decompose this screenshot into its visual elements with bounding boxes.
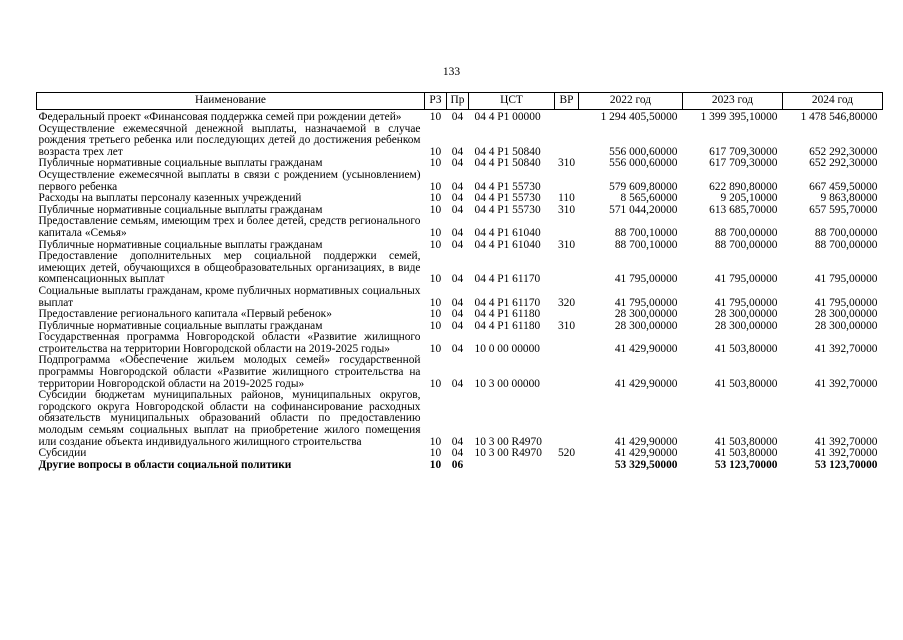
row-amount-2024: 41 392,70000 [814, 435, 878, 448]
row-amount-2024: 667 459,50000 [809, 180, 878, 193]
row-name: Публичные нормативные социальные выплаты гражданам [38, 203, 323, 216]
row-pr: 06 [451, 458, 464, 471]
row-cst: 04 4 P1 61180 [474, 319, 541, 332]
table-row [37, 110, 883, 124]
row-vr: 320 [557, 296, 576, 309]
row-name: Публичные нормативные социальные выплаты гражданам [38, 319, 323, 332]
row-name: Публичные нормативные социальные выплаты гражданам [38, 238, 323, 251]
row-vr: 110 [558, 192, 575, 205]
row-vr [555, 216, 579, 239]
header-rz: РЗ [425, 93, 447, 110]
row-pr: 04 [451, 435, 464, 448]
row-vr [555, 460, 579, 472]
header-vr: ВР [555, 93, 579, 110]
row-amount-2022: 571 044,20000 [609, 203, 678, 216]
row-amount-2022: 8 565,60000 [620, 192, 678, 205]
row-amount-2024: 9 863,80000 [820, 192, 878, 205]
header-cst: ЦСТ [469, 93, 555, 110]
row-amount-2022: 556 000,60000 [609, 145, 678, 158]
table-row [37, 216, 883, 239]
table-row [37, 193, 883, 205]
row-pr: 04 [451, 273, 464, 286]
row-amount-2022: 41 429,90000 [614, 342, 678, 355]
row-rz: 10 [429, 111, 442, 123]
row-name: Государственная программа Новгородской области «Развитие жилищного строительства на территории Новгородской области на 2019-2025 годы» [38, 331, 421, 355]
row-pr: 04 [451, 157, 464, 170]
row-cst [469, 460, 555, 472]
row-amount-2022: 41 795,00000 [614, 296, 678, 309]
row-rz: 10 [429, 296, 442, 309]
header-pr: Пр [447, 93, 469, 110]
page-number: 133 [442, 66, 461, 78]
row-cst: 10 0 00 00000 [474, 342, 540, 355]
row-vr [555, 124, 579, 159]
row-vr: 310 [557, 238, 576, 251]
row-amount-2024: 41 392,70000 [814, 342, 878, 355]
row-amount-2023: 622 890,80000 [709, 180, 778, 193]
table-row [37, 170, 883, 193]
row-amount-2023: 41 503,80000 [714, 435, 778, 448]
row-amount-2022: 28 300,00000 [614, 308, 678, 321]
table-body [37, 110, 883, 472]
row-amount-2024: 28 300,00000 [814, 319, 878, 332]
row-rz: 10 [429, 157, 442, 170]
table-row [37, 332, 883, 355]
row-amount-2023: 41 795,00000 [714, 296, 778, 309]
table-row [37, 124, 883, 159]
row-rz: 10 [429, 308, 442, 321]
header-name: Наименование [37, 93, 425, 110]
row-name: Субсидии [38, 447, 87, 460]
row-rz: 10 [429, 458, 442, 471]
row-cst: 04 4 P1 50840 [474, 145, 541, 158]
row-amount-2023: 617 709,30000 [709, 145, 778, 158]
row-amount-2023: 41 503,80000 [714, 447, 778, 460]
row-pr: 04 [451, 192, 464, 205]
row-cst: 04 4 P1 55730 [474, 180, 541, 193]
row-name: Социальные выплаты гражданам, кроме публичных нормативных социальных выплат [38, 284, 421, 309]
row-vr: 520 [557, 447, 576, 460]
row-pr: 04 [451, 308, 464, 321]
row-name: Другие вопросы в области социальной политики [38, 458, 292, 471]
row-cst: 10 3 00 00000 [474, 377, 540, 390]
header-year-2024: 2024 год [783, 93, 883, 110]
row-amount-2024: 28 300,00000 [814, 308, 878, 321]
row-vr [555, 110, 579, 124]
row-rz: 10 [429, 203, 442, 216]
row-name: Субсидии бюджетам муниципальных районов, муниципальных округов, городского округа Новгородской области на софинансирование расходных обязательств муниципальных образований области по предоставлению молодым семьям социальных выплат на приобретение жилого помещения или создание объекта индивидуального жилищного строительства [38, 389, 421, 448]
row-amount-2024: 88 700,00000 [814, 226, 878, 239]
row-pr: 04 [451, 377, 464, 390]
row-amount-2022: 41 429,90000 [614, 377, 678, 390]
row-name: Предоставление дополнительных мер социальной поддержки семей, имеющих детей, обучающихся в общеобразовательных организациях, в виде компенсационных выплат [38, 250, 421, 286]
row-pr: 04 [451, 180, 464, 193]
row-vr: 310 [557, 319, 576, 332]
row-cst: 04 4 P1 55730 [474, 203, 541, 216]
row-amount-2024: 53 123,70000 [814, 458, 878, 471]
row-amount-2023: 41 503,80000 [714, 377, 778, 390]
row-amount-2023: 617 709,30000 [709, 157, 778, 170]
row-vr [555, 390, 579, 448]
row-pr: 04 [451, 111, 464, 123]
row-amount-2023: 613 685,70000 [709, 203, 778, 216]
row-cst: 04 4 P1 61170 [474, 296, 541, 309]
row-amount-2023: 28 300,00000 [714, 319, 778, 332]
row-amount-2023: 53 123,70000 [714, 458, 778, 471]
row-cst: 04 4 P1 61040 [474, 226, 541, 239]
row-cst: 10 3 00 R4970 [474, 447, 542, 460]
row-rz: 10 [429, 145, 442, 158]
row-name: Федеральный проект «Финансовая поддержка семей при рождении детей» [38, 111, 402, 123]
row-cst: 04 4 P1 50840 [474, 157, 541, 170]
header-year-2022: 2022 год [579, 93, 683, 110]
row-vr [555, 251, 579, 286]
row-name: Осуществление ежемесячной выплаты в связи с рождением (усыновлением) первого ребенка [38, 168, 421, 193]
table-row [37, 286, 883, 309]
row-name: Осуществление ежемесячной денежной выплаты, назначаемой в случае рождения третьего ребенка или последующих детей до достижения ребенком возраста трех лет [38, 122, 421, 158]
row-pr: 04 [451, 226, 464, 239]
header-year-2023: 2023 год [683, 93, 783, 110]
row-pr: 04 [451, 296, 464, 309]
row-amount-2023: 9 205,10000 [720, 192, 778, 205]
row-pr: 04 [451, 447, 464, 460]
row-pr: 04 [451, 342, 464, 355]
row-rz: 10 [429, 226, 442, 239]
row-amount-2023: 41 503,80000 [714, 342, 778, 355]
row-cst: 04 4 P1 61180 [474, 308, 541, 321]
row-name: Предоставление семьям, имеющим трех и более детей, средств регионального капитала «Семья» [38, 215, 421, 239]
table-row [37, 251, 883, 286]
row-amount-2022: 556 000,60000 [609, 157, 678, 170]
row-amount-2024: 88 700,00000 [814, 238, 878, 251]
table-row [37, 309, 883, 321]
row-amount-2023: 28 300,00000 [714, 308, 778, 321]
row-vr: 310 [557, 203, 576, 216]
row-amount-2024: 41 795,00000 [814, 296, 878, 309]
table-row [37, 355, 883, 390]
row-vr [555, 309, 579, 321]
row-name: Расходы на выплаты персоналу казенных учреждений [38, 192, 302, 205]
row-amount-2022: 88 700,10000 [614, 226, 678, 239]
row-rz: 10 [429, 435, 442, 448]
row-pr: 04 [451, 145, 464, 158]
row-cst: 04 4 P1 61170 [474, 273, 541, 286]
row-amount-2023: 88 700,00000 [714, 238, 778, 251]
row-amount-2022: 41 429,90000 [614, 447, 678, 460]
row-amount-2022: 41 429,90000 [614, 435, 678, 448]
row-cst: 04 4 P1 00000 [474, 111, 541, 123]
row-amount-2022: 88 700,10000 [614, 238, 678, 251]
row-rz: 10 [429, 447, 442, 460]
row-cst: 04 4 P1 61040 [474, 238, 541, 251]
row-amount-2023: 41 795,00000 [714, 273, 778, 286]
row-pr: 04 [451, 238, 464, 251]
table-header-row [37, 93, 883, 110]
row-pr: 04 [451, 203, 464, 216]
row-amount-2023: 1 399 395,10000 [700, 111, 778, 123]
row-rz: 10 [429, 273, 442, 286]
row-rz: 10 [429, 342, 442, 355]
row-cst: 10 3 00 R4970 [474, 435, 542, 448]
row-amount-2022: 28 300,00000 [614, 319, 678, 332]
row-amount-2024: 652 292,30000 [809, 145, 878, 158]
row-rz: 10 [429, 180, 442, 193]
row-rz: 10 [429, 238, 442, 251]
row-pr: 04 [451, 319, 464, 332]
row-amount-2024: 652 292,30000 [809, 157, 878, 170]
row-rz: 10 [429, 319, 442, 332]
table-row [37, 460, 883, 472]
row-amount-2024: 41 795,00000 [814, 273, 878, 286]
row-vr [555, 170, 579, 193]
row-amount-2023: 88 700,00000 [714, 226, 778, 239]
row-vr [555, 332, 579, 355]
row-name: Подпрограмма «Обеспечение жильем молодых семей» государственной программы Новгородской области «Развитие жилищного строительства на территории Новгородской области на 2019-2025 годы» [38, 354, 421, 390]
budget-table [36, 92, 883, 471]
row-amount-2022: 1 294 405,50000 [600, 111, 678, 123]
row-amount-2022: 41 795,00000 [614, 273, 678, 286]
row-amount-2024: 657 595,70000 [809, 203, 878, 216]
row-cst: 04 4 P1 55730 [474, 192, 541, 205]
row-amount-2022: 579 609,80000 [609, 180, 678, 193]
row-amount-2024: 1 478 546,80000 [800, 111, 878, 123]
table-row [37, 390, 883, 448]
row-amount-2024: 41 392,70000 [814, 377, 878, 390]
row-name: Публичные нормативные социальные выплаты гражданам [38, 157, 323, 170]
row-amount-2022: 53 329,50000 [614, 458, 678, 471]
row-rz: 10 [429, 192, 442, 205]
row-name: Предоставление регионального капитала «Первый ребенок» [38, 308, 332, 321]
row-vr: 310 [557, 157, 576, 170]
row-vr [555, 355, 579, 390]
row-amount-2024: 41 392,70000 [814, 447, 878, 460]
row-rz: 10 [429, 377, 442, 390]
